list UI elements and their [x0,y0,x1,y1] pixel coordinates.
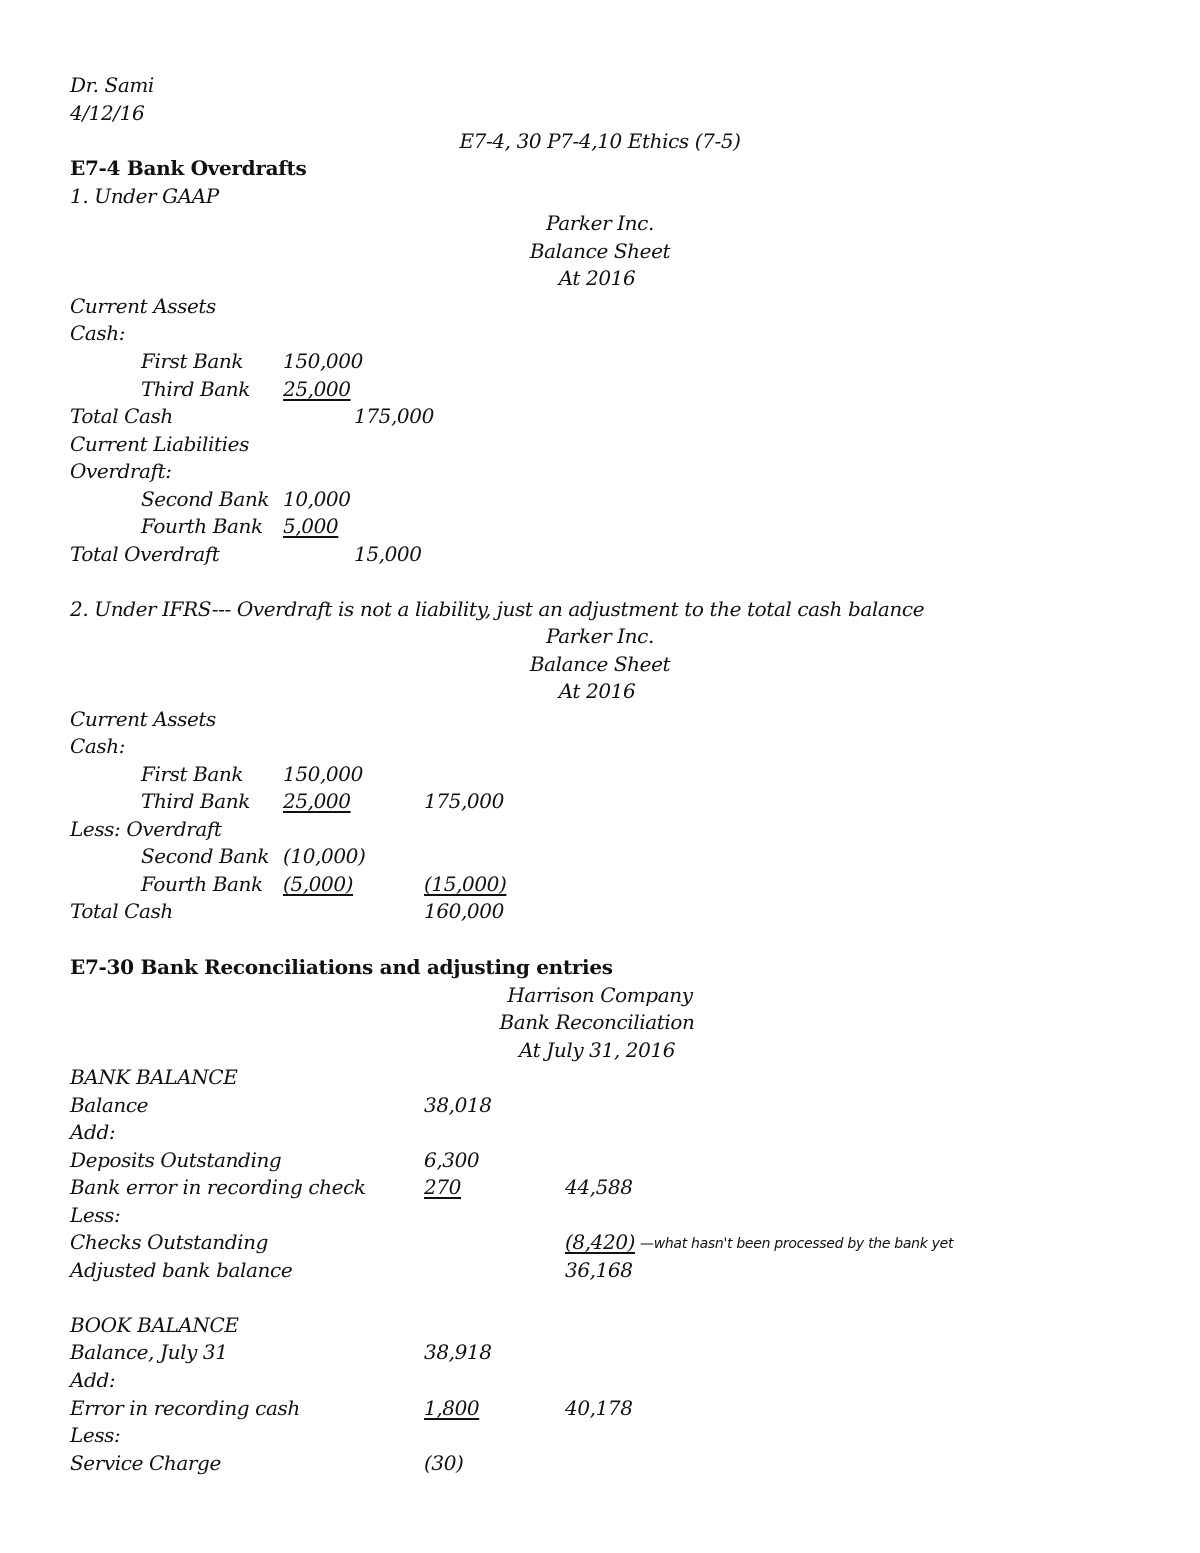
book-add-label: Add: [70,1368,116,1392]
cash-label: Cash: [70,734,126,758]
second-bank-label: Second Bank [141,487,270,511]
overdraft-subtotal: (15,000) [424,872,507,896]
book-balance-title: BOOK BALANCE [70,1313,239,1337]
second-bank-amount: (10,000) [283,844,366,868]
fourth-bank-amount: (5,000) [283,872,354,896]
error-recording-cash-label: Error in recording cash [70,1396,300,1420]
total-cash-label: Total Cash [70,404,173,428]
cash-subtotal: 175,000 [424,789,504,813]
second-bank-amount: 10,000 [283,487,351,511]
bank-balance-amount: 38,018 [424,1093,492,1117]
company-name: Parker Inc. [546,211,654,235]
total-overdraft-amount: 15,000 [354,542,422,566]
bank-balance-title: BANK BALANCE [70,1065,238,1089]
assignment-list: E7-4, 30 P7-4,10 Ethics (7-5) [459,129,741,153]
third-bank-amount: 25,000 [283,789,351,813]
third-bank-label: Third Bank [141,377,250,401]
section-heading-e7-30: E7-30 Bank Reconciliations and adjusting entries [70,955,613,979]
first-bank-label: First Bank [141,762,244,786]
total-cash-label: Total Cash [70,899,173,923]
statement-title: Bank Reconciliation [499,1010,695,1034]
gaap-label: 1. Under GAAP [70,184,219,208]
adjusted-bank-balance-amount: 36,168 [565,1258,633,1282]
fourth-bank-amount: 5,000 [283,514,339,538]
current-assets-label: Current Assets [70,294,216,318]
total-cash-amount: 160,000 [424,899,504,923]
first-bank-amount: 150,000 [283,349,363,373]
first-bank-label: First Bank [141,349,244,373]
bank-error-label: Bank error in recording check [70,1175,366,1199]
bank-error-amount: 270 [424,1175,461,1199]
total-overdraft-label: Total Overdraft [70,542,220,566]
statement-title: Balance Sheet [529,652,671,676]
company-name: Harrison Company [507,983,693,1007]
first-bank-amount: 150,000 [283,762,363,786]
checks-outstanding-label: Checks Outstanding [70,1230,269,1254]
third-bank-label: Third Bank [141,789,250,813]
service-charge-amount: (30) [424,1451,464,1475]
statement-title: Balance Sheet [529,239,671,263]
section-heading-e7-4: E7-4 Bank Overdrafts [70,156,307,180]
cash-label: Cash: [70,321,126,345]
statement-period: At 2016 [558,266,636,290]
bank-less-label: Less: [70,1203,121,1227]
checks-outstanding-amount: (8,420) [565,1230,636,1254]
checks-outstanding-note: —what hasn't been processed by the bank yet [640,1236,954,1252]
author: Dr. Sami [70,73,154,97]
bank-add-total: 44,588 [565,1175,633,1199]
bank-add-label: Add: [70,1120,116,1144]
error-recording-cash-amount: 1,800 [424,1396,480,1420]
overdraft-label: Overdraft: [70,459,172,483]
fourth-bank-label: Fourth Bank [141,872,263,896]
service-charge-label: Service Charge [70,1451,221,1475]
current-assets-label: Current Assets [70,707,216,731]
book-balance-amount: 38,918 [424,1340,492,1364]
bank-balance-label: Balance [70,1093,149,1117]
third-bank-amount: 25,000 [283,377,351,401]
book-less-label: Less: [70,1423,121,1447]
statement-period: At 2016 [558,679,636,703]
book-add-total: 40,178 [565,1396,633,1420]
company-name: Parker Inc. [546,624,654,648]
statement-period: At July 31, 2016 [518,1038,676,1062]
less-overdraft-label: Less: Overdraft [70,817,222,841]
current-liabilities-label: Current Liabilities [70,432,249,456]
fourth-bank-label: Fourth Bank [141,514,263,538]
deposits-outstanding-label: Deposits Outstanding [70,1148,282,1172]
total-cash-amount: 175,000 [354,404,434,428]
date: 4/12/16 [70,101,145,125]
ifrs-label: 2. Under IFRS--- Overdraft is not a liability, just an adjustment to the total cash balance [70,597,925,621]
adjusted-bank-balance-label: Adjusted bank balance [70,1258,293,1282]
book-balance-label: Balance, July 31 [70,1340,228,1364]
deposits-outstanding-amount: 6,300 [424,1148,480,1172]
second-bank-label: Second Bank [141,844,270,868]
